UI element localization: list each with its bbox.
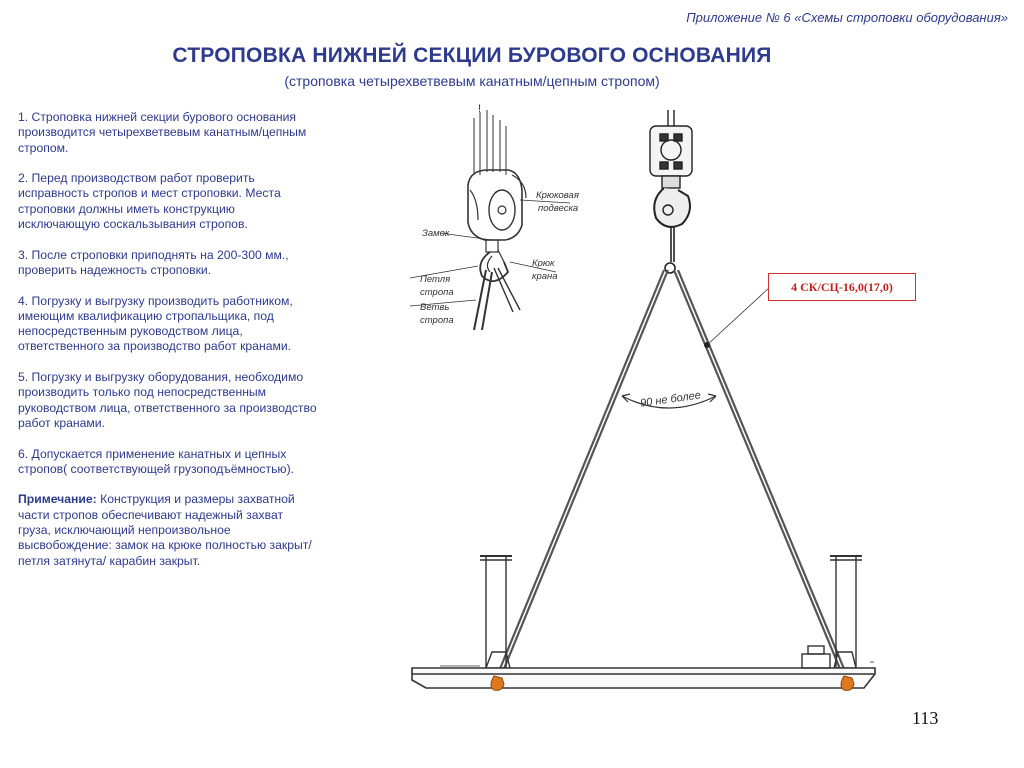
label-crane-hook-line1: Крюк	[532, 258, 555, 269]
note-text: Конструкция и размеры захватной части стропов обеспечивают надежный захват груза, исключающий непроизвольное высвобождение: замок на крюке полностью закрыт/ петля затянута/ карабин закрыт.	[18, 492, 312, 568]
sling-branches	[497, 270, 847, 676]
instruction-item-3: 3. После строповки приподнять на 200-300 мм., проверить надежность строповки.	[18, 247, 289, 277]
label-latch: Замок	[422, 228, 450, 239]
sling-marking-label: 4 СК/СЦ-16,0(17,0)	[768, 273, 916, 301]
label-hook-block-line1: Крюковая	[536, 190, 579, 201]
instruction-item-1: 1. Строповка нижней секции бурового основания производится четырехветвевым канатным/цепным стропом.	[18, 110, 307, 155]
instruction-item-4: 4. Погрузку и выгрузку производить работником, имеющим квалификацию стропальщика, под непосредственным руководством лица, ответственного за производство работ кранами.	[18, 293, 293, 354]
label-hook-block-line2: подвеска	[538, 203, 579, 214]
sling-marking-leader	[707, 287, 770, 345]
page-number: 113	[912, 708, 939, 728]
label-sling-branch-line1: Ветвь	[420, 302, 450, 313]
label-sling-branch-line2: стропа	[420, 315, 454, 326]
label-sling-loop-line2: стропа	[420, 287, 454, 298]
crane-hook	[650, 110, 692, 273]
svg-text:!: !	[478, 103, 482, 115]
page-subtitle: (строповка четырехветвевым канатным/цепным стропом)	[284, 73, 660, 89]
note-label: Примечание:	[18, 492, 97, 507]
angle-label: 90 не более	[639, 389, 702, 410]
instruction-item-6: 6. Допускается применение канатных и цепных стропов( соответствующей грузоподъёмностью).	[18, 446, 295, 476]
label-sling-loop-line1: Петля	[420, 274, 451, 285]
label-crane-hook-line2: крана	[532, 271, 558, 282]
instruction-item-2: 2. Перед производством работ проверить исправность стропов и мест строповки. Места строповки должны иметь конструкцию исключающую соскальзывания стропов.	[18, 171, 281, 232]
instruction-item-5: 5. Погрузку и выгрузку оборудования, необходимо производить только под непосредственным руководством лица, ответственного за производство работ кранами.	[18, 370, 317, 430]
page-title: СТРОПОВКА НИЖНЕЙ СЕКЦИИ БУРОВОГО ОСНОВАНИЯ	[172, 44, 772, 67]
appendix-header: Приложение № 6 «Схемы строповки оборудования»	[686, 10, 1008, 25]
